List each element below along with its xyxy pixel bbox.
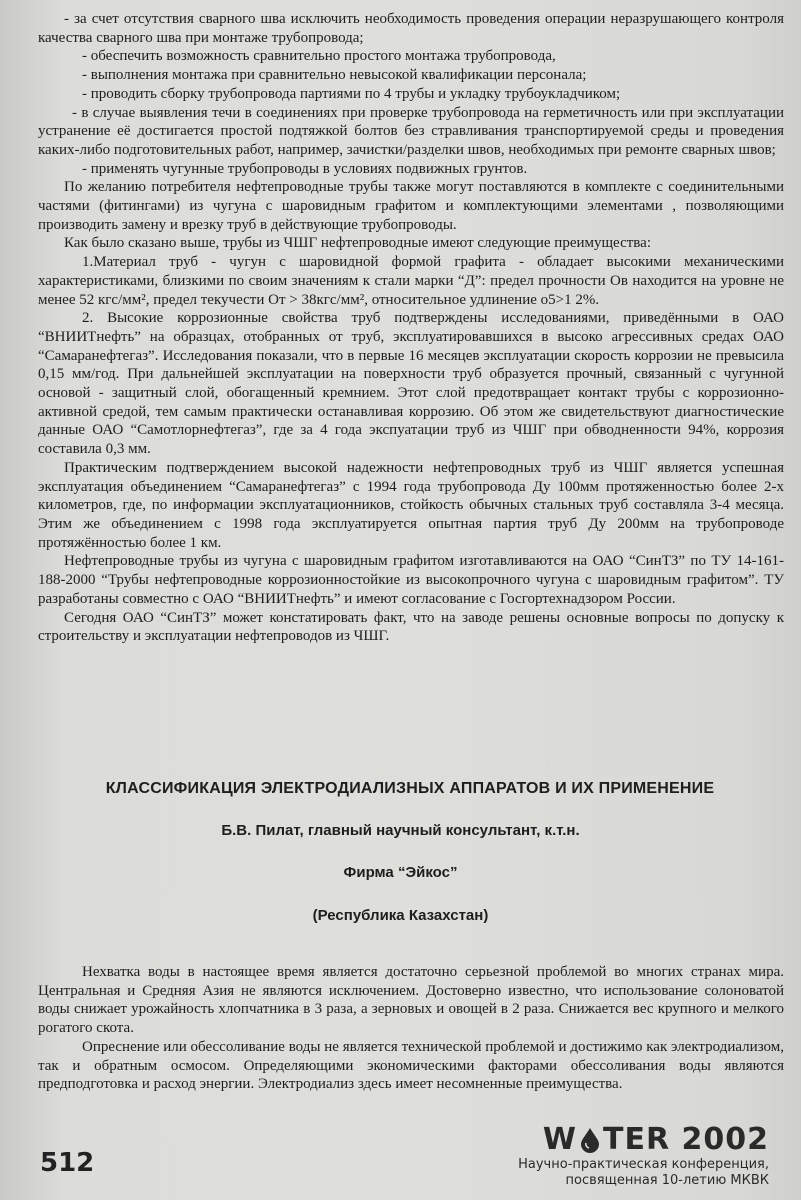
body-paragraph: - выполнения монтажа при сравнительно невысокой квалификации персонала;	[82, 67, 587, 84]
body-paragraph: 2. Высокие коррозионные свойства труб подтверждены исследованиями, приведёнными в ОАО “ВНИИТнефть” на образцах, отобранных от труб, эксплуатировавшихся в высоко агрессивных средах ОАО “Самаранефтегаз”. Исследования показали, что в первые 16 месяцев эксплуатации скорость коррозии не превысила 0,15 мм/год. При дальнейшей эксплуатации на поверхности труб образуется прочный, связанный с чугунной основой - защитный слой, обогащенный кремнием. Этот слой предотвращает контакт трубы с коррозионно-активной средой, тем самым практически останавливая коррозию. Об этом же свидетельствуют диагностические данные ОАО “Самотлорнефтегаз”, где за 4 года экспуатации труб из ЧШГ при обводненности 94%, коррозия составила 0,3 мм.	[38, 310, 784, 458]
body-paragraph: - за счет отсутствия сварного шва исключить необходимость проведения операции неразрушающего контроля качества сварного шва при монтаже трубопровода;	[38, 11, 784, 46]
body-paragraph: - применять чугунные трубопроводы в условиях подвижных грунтов.	[82, 160, 528, 177]
article-paragraph: Опреснение или обессоливание воды не является технической проблемой и достижимо как электродиализом, так и обратным осмосом. Определяющими экономическими факторами обессоливания воды являются предподготовка и расход энергии. Электродиализ здесь имеет несомненные преимущества.	[38, 1038, 784, 1093]
logo-wordmark	[518, 1124, 769, 1156]
article-country: (Республика Казахстан)	[312, 907, 489, 924]
body-paragraph: Сегодня ОАО “СинТЗ” может констатировать факт, что на заводе решены основные вопросы по допуску к строительству и эксплуатации нефтепроводов из ЧШГ.	[38, 609, 784, 645]
article-text	[38, 963, 784, 1094]
body-paragraph: - проводить сборку трубопровода партиями по 4 трубы и укладку трубоукладчиком;	[82, 85, 621, 102]
conference-logo	[518, 1124, 769, 1188]
body-paragraph: 1.Материал труб - чугун с шаровидной формой графита - обладает высокими механическими характеристиками, близкими по своим значениям к стали марки “Д”: предел прочности Ов находится на уровне не менее 52 кгс/мм², предел текучести От > 38кгс/мм², относительное удлинение о5>1 2%.	[38, 254, 784, 308]
body-paragraph: - обеспечить возможность сравнительно простого монтажа трубопровода,	[82, 48, 556, 65]
body-paragraph: Нефтепроводные трубы из чугуна с шаровидным графитом изготавливаются на ОАО “СинТЗ” по ТУ 14-161-188-2000 “Трубы нефтепроводные коррозионностойкие из высокопрочного чугуна с шаровидным графитом”. ТУ разработаны совместно с ОАО “ВНИИТнефть” и имеют согласование с Госгортехнадзором России.	[38, 553, 784, 607]
article-paragraph: Нехватка воды в настоящее время является достаточно серьезной проблемой во многих странах мира. Центральная и Средняя Азия не являются исключением. Достоверно известно, что использование солоноватой воды снижает урожайность хлопчатника в 3 раза, а зерновых и овощей в 2 раза. Снижается вес крупного и мелкого рогатого скота.	[38, 964, 784, 1037]
page-number: 512	[40, 1148, 95, 1178]
logo-text: TER 2002	[603, 1122, 769, 1157]
article-author: Б.В. Пилат, главный научный консультант, к.т.н.	[221, 822, 580, 839]
article-title: КЛАССИФИКАЦИЯ ЭЛЕКТРОДИАЛИЗНЫХ АППАРАТОВ И ИХ ПРИМЕНЕНИЕ	[105, 780, 715, 797]
logo-letter-w: W	[542, 1122, 577, 1157]
body-text	[38, 10, 784, 646]
body-paragraph: Как было сказано выше, трубы из ЧШГ нефтепроводные имеют следующие преимущества:	[64, 235, 652, 252]
body-paragraph: - в случае выявления течи в соединениях при проверке трубопровода на герметичность или при эксплуатации устранение её достигается простой подтяжкой болтов без стравливания транспортируемой среды и проведения каких-либо подготовительных работ, например, зачистки/разделки швов, необходимых при ремонте сварных швов;	[38, 104, 784, 158]
body-paragraph: По желанию потребителя нефтепроводные трубы также могут поставляются в комплекте с соединительными частями (фитингами) из чугуна с шаровидным графитом и комплектующими элементами , позволяющими производить замену и врезку труб в действующие трубопроводы.	[38, 179, 784, 233]
conference-subtitle-1: Научно-практическая конференция,	[518, 1157, 769, 1172]
water-drop-icon	[579, 1127, 601, 1153]
article-firm: Фирма “Эйкос”	[343, 864, 458, 881]
body-paragraph: Практическим подтверждением высокой надежности нефтепроводных труб из ЧШГ является успешная эксплуатация объединением “Самаранефтегаз” с 1994 года трубопровода Ду 100мм протяженностью более 2-х километров, где, по информации эксплуатационников, стойкость обычных стальных труб составляла 3-4 месяца. Этим же объединением с 1998 года эксплуатируется опытная партия труб Ду 200мм на трубопроводе протяжённостью более 1 км.	[38, 459, 784, 551]
conference-subtitle-2: посвященная 10-летию МКВК	[565, 1173, 769, 1188]
